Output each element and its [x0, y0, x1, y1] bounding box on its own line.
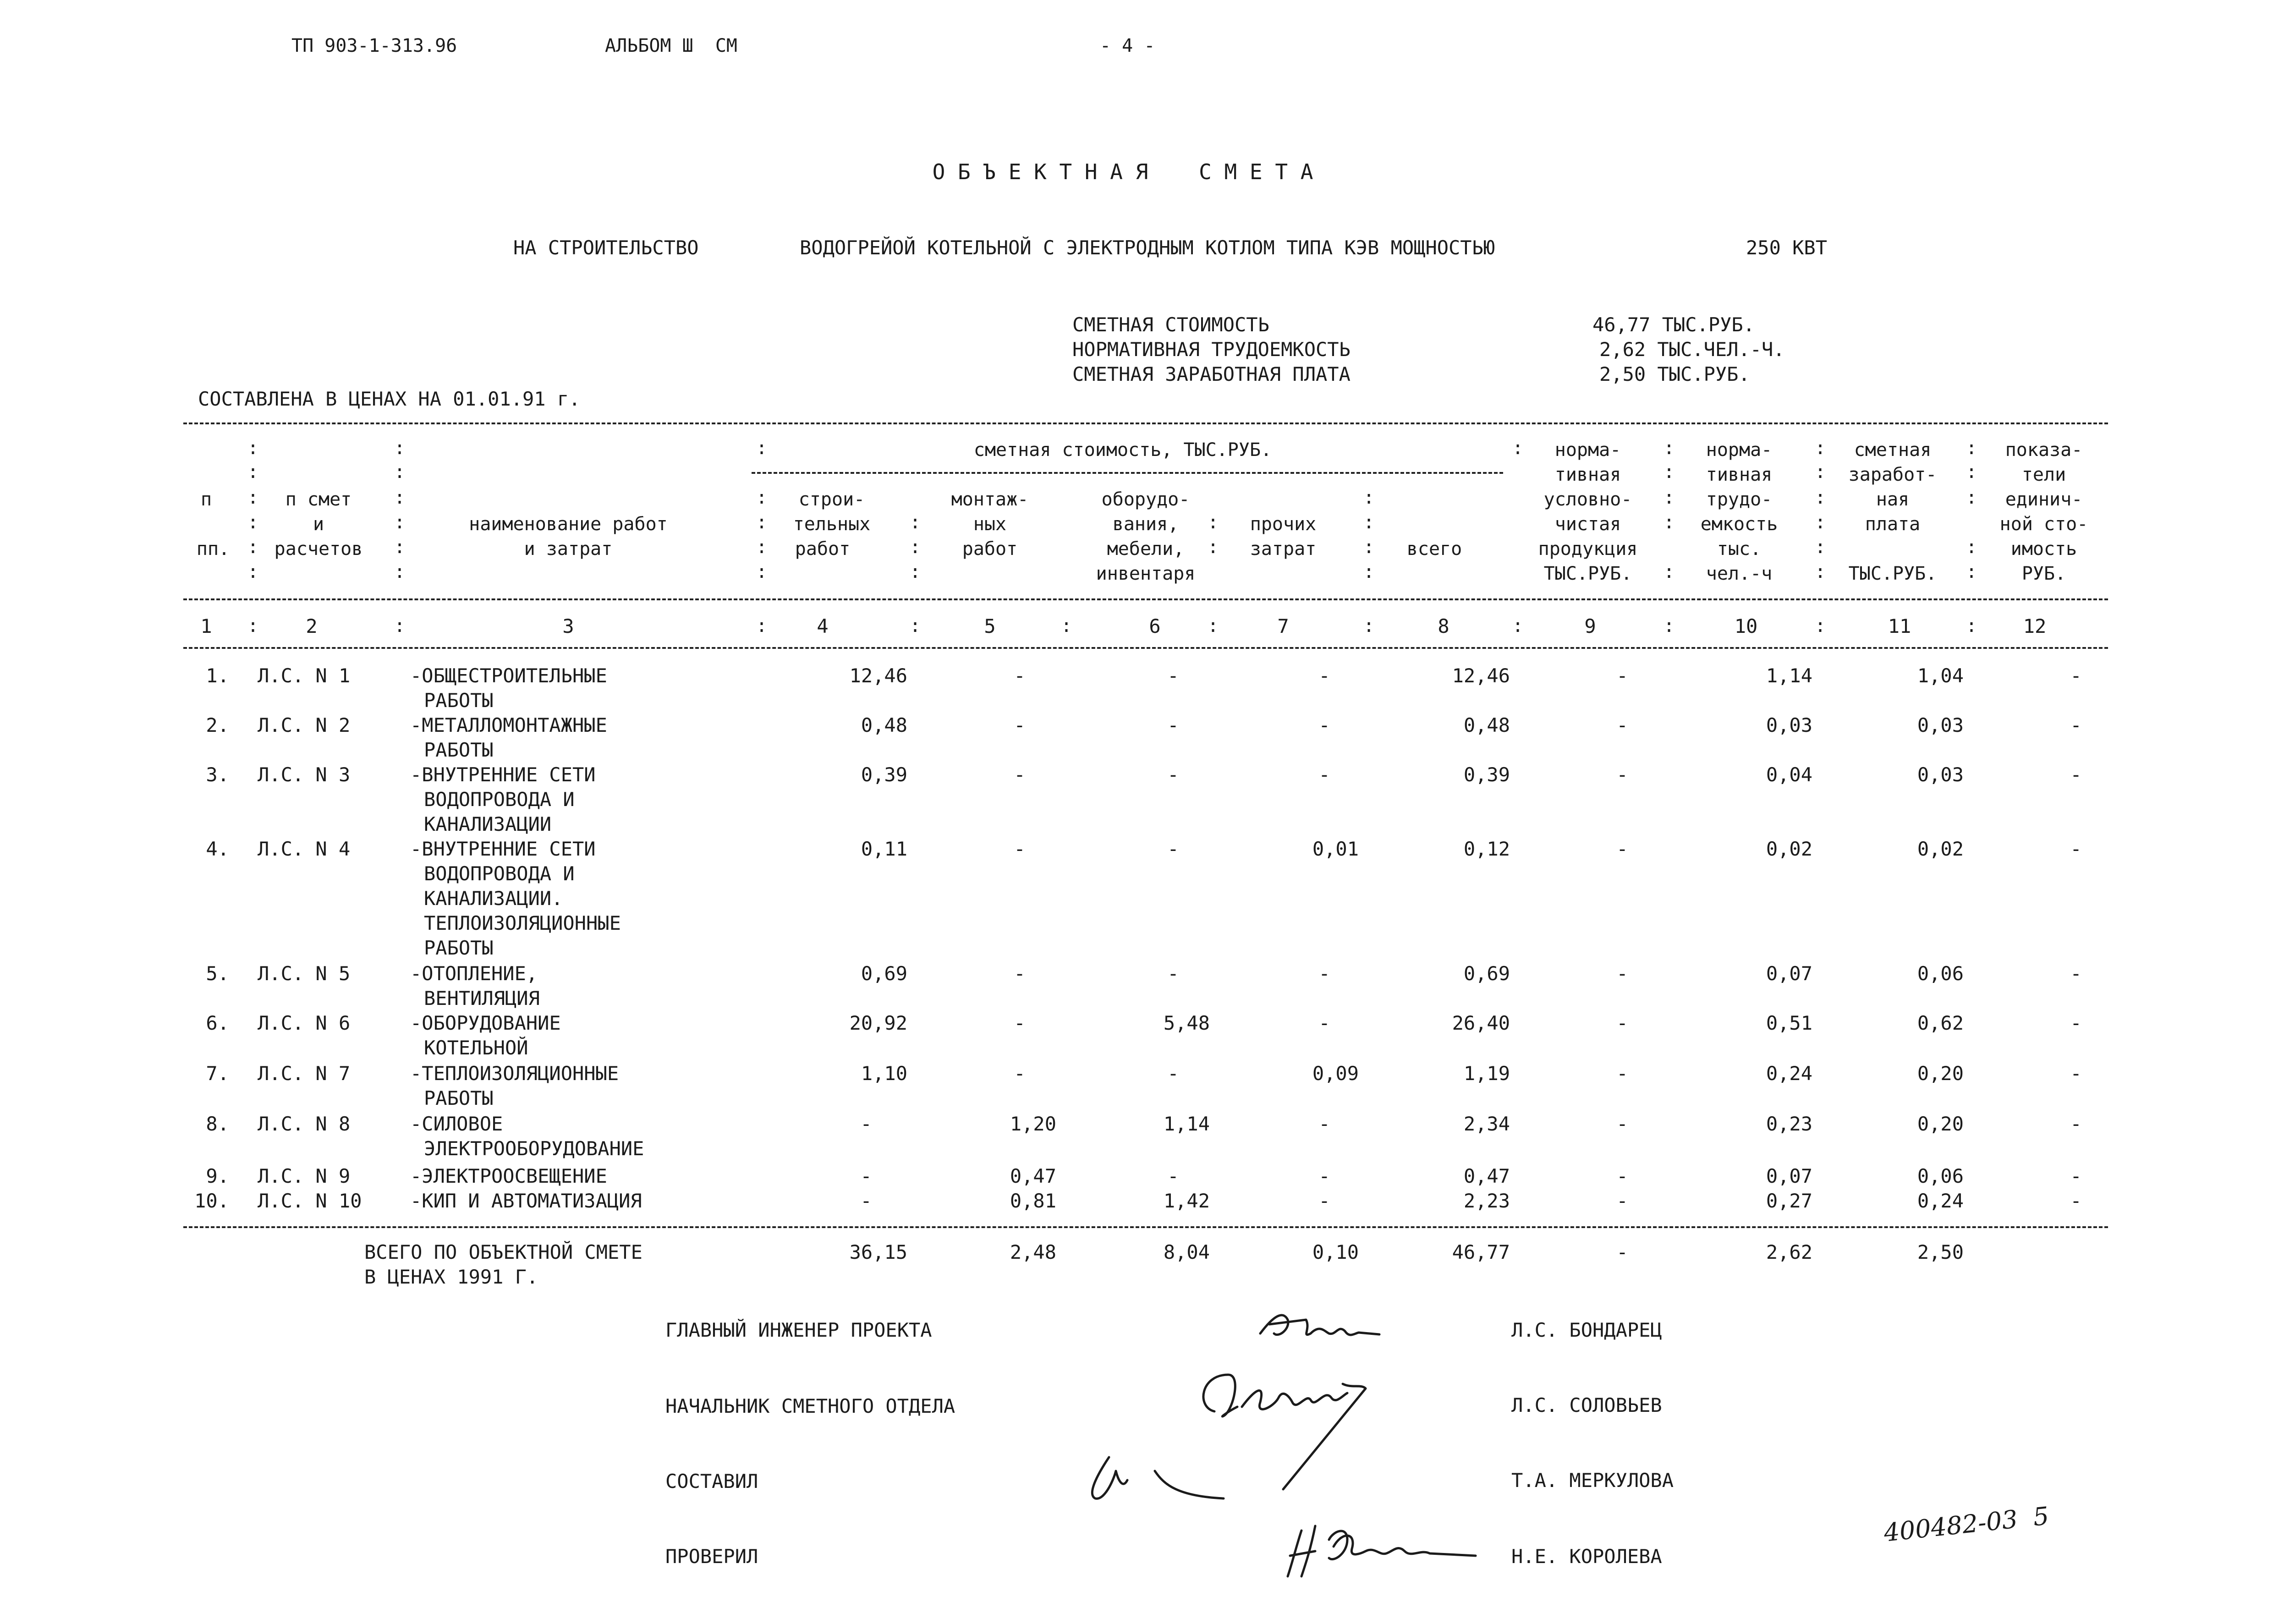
- cell-unit-cost: -: [2070, 1165, 2082, 1187]
- header-col12-line5: имость: [2010, 538, 2077, 560]
- cell-total: 2,23: [1463, 1190, 1510, 1212]
- header-col10-line4: емкость: [1700, 514, 1778, 535]
- cell-other: -: [1318, 1012, 1330, 1034]
- row-name-line: -ЭЛЕКТРООСВЕЩЕНИЕ: [410, 1165, 607, 1187]
- cell-wages: 0,02: [1917, 838, 1964, 860]
- header-col9-line3: условно-: [1543, 489, 1632, 510]
- row-number: 2.: [206, 714, 229, 736]
- cell-other: 0,01: [1312, 838, 1359, 860]
- row-number: 3.: [206, 763, 229, 786]
- subtitle-power: 250 КВТ: [1746, 236, 1828, 259]
- header-col4-line2: тельных: [793, 514, 871, 535]
- cell-wages: 0,06: [1917, 1165, 1964, 1187]
- cell-installation: -: [1014, 1062, 1026, 1085]
- cell-construction: 20,92: [849, 1012, 907, 1034]
- total-construction: 36,15: [849, 1241, 907, 1263]
- row-name-line: РАБОТЫ: [424, 689, 494, 712]
- document-code: ТП 903-1-313.96: [291, 35, 457, 56]
- cell-total: 0,47: [1463, 1165, 1510, 1187]
- row-number: 6.: [206, 1012, 229, 1034]
- header-col12-line6: РУБ.: [2021, 563, 2066, 584]
- header-col6-line3: мебели,: [1107, 538, 1185, 560]
- row-number: 1.: [206, 664, 229, 687]
- cell-equipment: -: [1167, 664, 1179, 687]
- cell-net-product: -: [1616, 838, 1628, 860]
- total-wages: 2,50: [1917, 1241, 1964, 1263]
- column-number: 5: [984, 615, 996, 637]
- header-col10-line5: тыс.: [1717, 538, 1762, 560]
- signature-role: СОСТАВИЛ: [665, 1470, 758, 1492]
- cell-labor: 1,14: [1766, 664, 1812, 687]
- header-col5-line1: монтаж-: [951, 489, 1029, 510]
- signature-checker: [1283, 1512, 1521, 1586]
- summary-value: 2,50 ТЫС.РУБ.: [1599, 363, 1750, 385]
- total-all: 46,77: [1452, 1241, 1510, 1263]
- cell-labor: 0,23: [1766, 1113, 1812, 1135]
- row-number: 7.: [206, 1062, 229, 1085]
- cell-labor: 0,27: [1766, 1190, 1812, 1212]
- cell-installation: -: [1014, 714, 1026, 736]
- cell-labor: 0,07: [1766, 1165, 1812, 1187]
- cell-installation: -: [1014, 664, 1026, 687]
- total-labor: 2,62: [1766, 1241, 1812, 1263]
- cell-total: 0,48: [1463, 714, 1510, 736]
- subtitle-object: ВОДОГРЕЙОЙ КОТЕЛЬНОЙ С ЭЛЕКТРОДНЫМ КОТЛОМ ТИПА КЭВ МОЩНОСТЬЮ: [800, 236, 1495, 259]
- row-name-line: -КИП И АВТОМАТИЗАЦИЯ: [410, 1190, 642, 1212]
- row-number: 4.: [206, 838, 229, 860]
- header-col9-line2: тивная: [1554, 464, 1621, 485]
- cell-net-product: -: [1616, 1113, 1628, 1135]
- summary-value: 46,77 ТЫС.РУБ.: [1592, 313, 1755, 336]
- total-label-line: В ЦЕНАХ 1991 Г.: [364, 1266, 538, 1288]
- row-estimate-ref: Л.С. N 4: [258, 838, 351, 860]
- cell-labor: 0,51: [1766, 1012, 1812, 1034]
- header-col2-line3: расчетов: [274, 538, 363, 560]
- row-name-line: -МЕТАЛЛОМОНТАЖНЫЕ: [410, 714, 607, 736]
- header-col12-line4: ной сто-: [1999, 514, 2088, 535]
- cell-net-product: -: [1616, 1190, 1628, 1212]
- cell-labor: 0,02: [1766, 838, 1812, 860]
- cell-labor: 0,07: [1766, 962, 1812, 985]
- header-col9-line6: ТЫС.РУБ.: [1543, 563, 1632, 584]
- summary-value: 2,62 ТЫС.ЧЕЛ.-Ч.: [1599, 338, 1785, 361]
- table-top-rule: [183, 422, 2108, 424]
- total-installation: 2,48: [1010, 1241, 1056, 1263]
- cell-net-product: -: [1616, 1062, 1628, 1085]
- row-name-line: КОТЕЛЬНОЙ: [424, 1037, 528, 1059]
- row-number: 5.: [206, 962, 229, 985]
- header-bottom-rule: [183, 598, 2108, 600]
- row-estimate-ref: Л.С. N 10: [258, 1190, 362, 1212]
- prices-note: СОСТАВЛЕНА В ЦЕНАХ НА 01.01.91 г.: [198, 388, 581, 410]
- summary-label: СМЕТНАЯ СТОИМОСТЬ: [1072, 313, 1269, 336]
- cell-total: 1,19: [1463, 1062, 1510, 1085]
- page-title: О Б Ъ Е К Т Н А Я С М Е Т А: [932, 159, 1313, 184]
- header-col2-line1: п смет: [285, 489, 352, 510]
- page-number: - 4 -: [1100, 35, 1155, 56]
- row-name-line: ВОДОПРОВОДА И: [424, 862, 575, 885]
- cell-equipment: -: [1167, 1062, 1179, 1085]
- cost-group-rule: [752, 472, 1503, 474]
- row-name-line: КАНАЛИЗАЦИИ: [424, 813, 552, 835]
- summary-label: НОРМАТИВНАЯ ТРУДОЕМКОСТЬ: [1072, 338, 1351, 361]
- row-number: 8.: [206, 1113, 229, 1135]
- numbers-bottom-rule: [183, 647, 2108, 649]
- cell-construction: 12,46: [849, 664, 907, 687]
- header-col8-line1: всего: [1406, 538, 1462, 560]
- signature-compiler: [1082, 1453, 1237, 1508]
- cost-group-header: сметная стоимость, ТЫС.РУБ.: [973, 439, 1272, 461]
- header-col10-line3: трудо-: [1706, 489, 1773, 510]
- cell-unit-cost: -: [2070, 838, 2082, 860]
- row-name-line: ВОДОПРОВОДА И: [424, 788, 575, 811]
- row-estimate-ref: Л.С. N 3: [258, 763, 351, 786]
- cell-other: -: [1318, 962, 1330, 985]
- row-name-line: РАБОТЫ: [424, 937, 494, 959]
- column-number: 10: [1734, 615, 1758, 637]
- row-estimate-ref: Л.С. N 9: [258, 1165, 351, 1187]
- row-estimate-ref: Л.С. N 5: [258, 962, 351, 985]
- cell-labor: 0,04: [1766, 763, 1812, 786]
- row-name-line: -ОБЩЕСТРОИТЕЛЬНЫЕ: [410, 664, 607, 687]
- header-col3-line1: наименование работ: [469, 514, 668, 535]
- header-col9-line4: чистая: [1554, 514, 1621, 535]
- cell-unit-cost: -: [2070, 1113, 2082, 1135]
- header-col10-line6: чел.-ч: [1706, 563, 1773, 584]
- row-name-line: КАНАЛИЗАЦИИ.: [424, 887, 563, 910]
- cell-labor: 0,24: [1766, 1062, 1812, 1085]
- column-number: 8: [1438, 615, 1449, 637]
- cell-installation: 0,47: [1010, 1165, 1056, 1187]
- cell-unit-cost: -: [2070, 1062, 2082, 1085]
- cell-wages: 0,03: [1917, 714, 1964, 736]
- header-col10-line2: тивная: [1706, 464, 1773, 485]
- column-number: 7: [1277, 615, 1289, 637]
- total-other: 0,10: [1312, 1241, 1359, 1263]
- row-name-line: -ВНУТРЕННИЕ СЕТИ: [410, 763, 596, 786]
- cell-total: 12,46: [1452, 664, 1510, 687]
- cell-wages: 0,20: [1917, 1113, 1964, 1135]
- cell-labor: 0,03: [1766, 714, 1812, 736]
- cell-other: -: [1318, 763, 1330, 786]
- header-col12-line2: тели: [2021, 464, 2066, 485]
- header-col11-line2: заработ-: [1848, 464, 1937, 485]
- row-name-line: -ОТОПЛЕНИЕ,: [410, 962, 538, 985]
- header-col5-line2: ных: [973, 514, 1007, 535]
- total-label-line: ВСЕГО ПО ОБЪЕКТНОЙ СМЕТЕ: [364, 1241, 642, 1263]
- row-name-line: -СИЛОВОЕ: [410, 1113, 503, 1135]
- cell-net-product: -: [1616, 714, 1628, 736]
- signature-name: Т.А. МЕРКУЛОВА: [1511, 1469, 1674, 1492]
- cell-construction: -: [860, 1190, 872, 1212]
- handwritten-archive-code: 400482-03 5: [1882, 1501, 2051, 1547]
- cell-equipment: -: [1167, 714, 1179, 736]
- cell-equipment: 5,48: [1163, 1012, 1210, 1034]
- row-name-line: ТЕПЛОИЗОЛЯЦИОННЫЕ: [424, 912, 621, 934]
- cell-total: 0,39: [1463, 763, 1510, 786]
- header-col1-line1: п: [200, 489, 212, 510]
- cell-wages: 0,20: [1917, 1062, 1964, 1085]
- column-number: 9: [1584, 615, 1596, 637]
- header-col6-line4: инвентаря: [1096, 563, 1196, 584]
- cell-net-product: -: [1616, 763, 1628, 786]
- cell-unit-cost: -: [2070, 1012, 2082, 1034]
- cell-wages: 1,04: [1917, 664, 1964, 687]
- column-number: 2: [306, 615, 318, 637]
- header-col7-line1: прочих: [1250, 514, 1317, 535]
- column-number: 1: [200, 615, 212, 637]
- header-col12-line3: единич-: [2005, 489, 2083, 510]
- cell-installation: 0,81: [1010, 1190, 1056, 1212]
- header-col10-line1: норма-: [1706, 439, 1773, 461]
- cell-construction: 0,48: [861, 714, 907, 736]
- row-estimate-ref: Л.С. N 7: [258, 1062, 351, 1085]
- header-col4-line3: работ: [795, 538, 851, 560]
- header-col7-line2: затрат: [1250, 538, 1317, 560]
- cell-unit-cost: -: [2070, 664, 2082, 687]
- signature-name: Н.Е. КОРОЛЕВА: [1511, 1545, 1662, 1568]
- cell-net-product: -: [1616, 962, 1628, 985]
- header-col1-line2: пп.: [196, 538, 230, 560]
- header-col11-line4: плата: [1865, 514, 1921, 535]
- cell-total: 0,12: [1463, 838, 1510, 860]
- cell-unit-cost: -: [2070, 962, 2082, 985]
- row-name-line: РАБОТЫ: [424, 739, 494, 761]
- signature-chief-engineer: [1256, 1306, 1384, 1356]
- header-col6-line1: оборудо-: [1101, 489, 1190, 510]
- row-name-line: ЭЛЕКТРООБОРУДОВАНИЕ: [424, 1137, 644, 1160]
- header-col6-line2: вания,: [1112, 514, 1179, 535]
- cell-total: 2,34: [1463, 1113, 1510, 1135]
- cell-equipment: 1,14: [1163, 1113, 1210, 1135]
- header-col3-line2: и затрат: [524, 538, 613, 560]
- signature-name: Л.С. БОНДАРЕЦ: [1511, 1319, 1662, 1341]
- total-equipment: 8,04: [1163, 1241, 1210, 1263]
- subtitle-lead: НА СТРОИТЕЛЬСТВО: [513, 236, 699, 259]
- cell-equipment: -: [1167, 763, 1179, 786]
- header-col11-line3: ная: [1876, 489, 1910, 510]
- row-number: 10.: [194, 1190, 229, 1212]
- cell-installation: -: [1014, 962, 1026, 985]
- row-number: 9.: [206, 1165, 229, 1187]
- cell-unit-cost: -: [2070, 763, 2082, 786]
- row-estimate-ref: Л.С. N 1: [258, 664, 351, 687]
- column-number: 4: [817, 615, 829, 637]
- cell-other: -: [1318, 1190, 1330, 1212]
- cell-wages: 0,24: [1917, 1190, 1964, 1212]
- signature-role: НАЧАЛЬНИК СМЕТНОГО ОТДЕЛА: [665, 1395, 955, 1417]
- cell-installation: -: [1014, 838, 1026, 860]
- cell-other: -: [1318, 1113, 1330, 1135]
- cell-construction: 0,39: [861, 763, 907, 786]
- row-estimate-ref: Л.С. N 8: [258, 1113, 351, 1135]
- body-bottom-rule: [183, 1226, 2108, 1228]
- cell-construction: -: [860, 1113, 872, 1135]
- column-number: 6: [1149, 615, 1161, 637]
- cell-construction: 1,10: [861, 1062, 907, 1085]
- cell-wages: 0,03: [1917, 763, 1964, 786]
- cell-net-product: -: [1616, 664, 1628, 687]
- column-number: 11: [1888, 615, 1911, 637]
- signature-name: Л.С. СОЛОВЬЕВ: [1511, 1394, 1662, 1416]
- album-label: АЛЬБОМ Ш СМ: [605, 35, 737, 56]
- cell-other: -: [1318, 1165, 1330, 1187]
- cell-equipment: -: [1167, 838, 1179, 860]
- row-estimate-ref: Л.С. N 6: [258, 1012, 351, 1034]
- cell-other: 0,09: [1312, 1062, 1359, 1085]
- cell-other: -: [1318, 664, 1330, 687]
- signature-role: ГЛАВНЫЙ ИНЖЕНЕР ПРОЕКТА: [665, 1319, 932, 1341]
- header-col2-line2: и: [313, 514, 324, 535]
- row-name-line: РАБОТЫ: [424, 1087, 494, 1109]
- summary-label: СМЕТНАЯ ЗАРАБОТНАЯ ПЛАТА: [1072, 363, 1351, 385]
- cell-construction: 0,69: [861, 962, 907, 985]
- cell-installation: -: [1014, 1012, 1026, 1034]
- total-net-product: -: [1616, 1241, 1628, 1263]
- cell-total: 0,69: [1463, 962, 1510, 985]
- cell-installation: -: [1014, 763, 1026, 786]
- row-estimate-ref: Л.С. N 2: [258, 714, 351, 736]
- cell-construction: -: [860, 1165, 872, 1187]
- cell-construction: 0,11: [861, 838, 907, 860]
- cell-net-product: -: [1616, 1012, 1628, 1034]
- header-col11-line5: ТЫС.РУБ.: [1848, 563, 1937, 584]
- signature-role: ПРОВЕРИЛ: [665, 1545, 758, 1568]
- column-number: 12: [2023, 615, 2047, 637]
- cell-installation: 1,20: [1010, 1113, 1056, 1135]
- header-col12-line1: показа-: [2005, 439, 2083, 461]
- cell-unit-cost: -: [2070, 714, 2082, 736]
- column-number: 3: [562, 615, 574, 637]
- header-col9-line1: норма-: [1554, 439, 1621, 461]
- row-name-line: -ОБОРУДОВАНИЕ: [410, 1012, 561, 1034]
- cell-wages: 0,62: [1917, 1012, 1964, 1034]
- cell-other: -: [1318, 714, 1330, 736]
- header-col5-line3: работ: [962, 538, 1018, 560]
- row-name-line: ВЕНТИЛЯЦИЯ: [424, 987, 540, 1010]
- row-name-line: -ВНУТРЕННИЕ СЕТИ: [410, 838, 596, 860]
- cell-equipment: -: [1167, 1165, 1179, 1187]
- cell-equipment: 1,42: [1163, 1190, 1210, 1212]
- cell-equipment: -: [1167, 962, 1179, 985]
- cell-total: 26,40: [1452, 1012, 1510, 1034]
- cell-wages: 0,06: [1917, 962, 1964, 985]
- header-col9-line5: продукция: [1538, 538, 1638, 560]
- row-name-line: -ТЕПЛОИЗОЛЯЦИОННЫЕ: [410, 1062, 619, 1085]
- cell-net-product: -: [1616, 1165, 1628, 1187]
- header-col11-line1: сметная: [1854, 439, 1932, 461]
- header-col4-line1: строи-: [798, 489, 865, 510]
- cell-unit-cost: -: [2070, 1190, 2082, 1212]
